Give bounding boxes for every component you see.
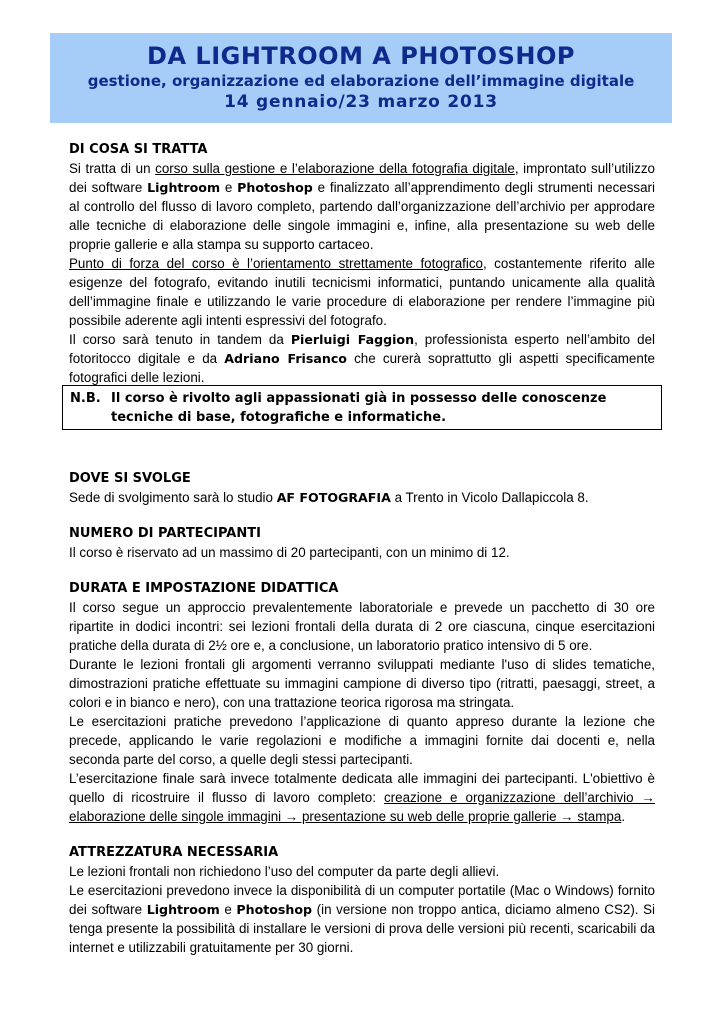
document-body: [69, 140, 655, 957]
section-title-location: DOVE SI SVOLGE: [69, 471, 191, 486]
equipment-paragraph-1: Le lezioni frontali non richiedono l’uso del computer da parte degli allievi.: [69, 864, 500, 879]
software-name: Photoshop: [236, 902, 313, 917]
section-title-participants: NUMERO DI PARTECIPANTI: [69, 526, 261, 541]
note-box: [62, 385, 662, 430]
course-dates: 14 gennaio/23 marzo 2013: [224, 92, 498, 112]
text: e: [219, 902, 237, 917]
text: , improntato sull’utilizzo dei software: [69, 161, 655, 195]
text: a Trento in Vicolo Dallapiccola 8.: [390, 490, 589, 505]
text: che curerà soprattutto gli aspetti specificamente fotografici delle lezioni.: [69, 351, 655, 385]
text: (in versione non troppo antica, diciamo almeno CS2). Si tenga presente la possibilità di installare le versioni di prova delle versioni più recenti, scaricabili da internet e utilizzabili gratuitamente per 30 giorni.: [69, 902, 656, 955]
location-text: [69, 488, 655, 507]
duration-paragraph-2: Durante le lezioni frontali gli argomenti verranno sviluppati mediante l'uso di slides tematiche, dimostrazioni pratiche effettuate su immagini campione di diverso tipo (ritratti, paesaggi, street, a colori e in bianco e nero), con una trattazione teorica rigorosa ma stringata.: [69, 657, 655, 710]
document-title: DA LIGHTROOM A PHOTOSHOP: [147, 42, 575, 70]
document-subtitle: gestione, organizzazione ed elaborazione dell’immagine digitale: [87, 72, 635, 90]
text: , costantemente riferito alle esigenze del fotografo, evitando inutili tecnicismi informatici, puntando unicamente alla qualità dell’immagine finale e utilizzando le varie procedure di elaborazione per rendere l’immagine più possibile aderente agli intenti espressivi del fotografo.: [69, 256, 655, 328]
title-banner: [50, 33, 672, 123]
software-name: Lightroom: [147, 180, 221, 195]
teacher-name: Pierluigi Faggion: [290, 332, 415, 347]
intro-paragraph-1: [69, 159, 655, 254]
note-label: N.B.: [70, 391, 101, 406]
note-text: Il corso è rivolto agli appassionati già in possesso delle conoscenze tecniche di base, fotografiche e informatiche.: [111, 391, 607, 425]
text: Si tratta di un: [69, 161, 156, 176]
section-title-equipment: ATTREZZATURA NECESSARIA: [69, 845, 279, 860]
teacher-name: Adriano Frisanco: [224, 351, 347, 366]
section-title-intro: DI COSA SI TRATTA: [69, 142, 208, 157]
text: Sede di svolgimento sarà lo studio: [69, 490, 277, 505]
text: e finalizzato all’apprendimento degli strumenti necessari al controllo del flusso di lavoro completo, partendo dall’organizzazione dell’archivio per approdare alle tecniche di elaborazione delle singole immagini e, infine, alla presentazione su web delle proprie gallerie e alla stampa su supporto cartaceo.: [69, 180, 655, 252]
intro-paragraph-3: [69, 330, 655, 387]
workflow-text: creazione e organizzazione dell’archivio → elaborazione delle singole immagini → presentazione su web delle proprie gallerie → stampa: [69, 790, 655, 824]
text: , professionista esperto nell’ambito del fotoritocco digitale e da: [69, 332, 656, 366]
underlined-text: corso sulla gestione e l’elaborazione della fotografia digitale: [155, 161, 515, 176]
duration-paragraph-1: Il corso segue un approccio prevalentemente laboratoriale e prevede un pacchetto di 30 ore ripartite in dodici incontri: sei lezioni frontali della durata di 2 ore ciascuna, cinque esercitazioni pratiche della durata di 2½ ore e, a conclusione, un laboratorio pratico intensivo di 5 ore.: [69, 600, 655, 653]
section-title-duration: DURATA E IMPOSTAZIONE DIDATTICA: [69, 581, 339, 596]
software-name: Lightroom: [146, 902, 220, 917]
text: L’esercitazione finale sarà invece totalmente dedicata alle immagini dei partecipanti. L'obiettivo è quello di ricostruire il flusso di lavoro completo:: [69, 771, 655, 805]
duration-paragraph-3: Le esercitazioni pratiche prevedono l’applicazione di quanto appreso durante la lezione che precede, applicando le varie regolazioni e modifiche a immagini fornite dai docenti e, nella seconda parte del corso, a quelle degli stessi partecipanti.: [69, 714, 655, 767]
text: Il corso sarà tenuto in tandem da: [69, 332, 291, 347]
text: .: [621, 809, 626, 824]
studio-name: AF FOTOGRAFIA: [276, 490, 391, 505]
intro-paragraph-2: [69, 254, 655, 330]
underlined-text: Punto di forza del corso è l’orientamento strettamente fotografico: [69, 256, 483, 271]
equipment-paragraph-2: [69, 881, 655, 957]
text: Le esercitazioni prevedono invece la disponibilità di un computer portatile (Mac o Windows) fornito dei software: [69, 883, 655, 917]
participants-text: Il corso è riservato ad un massimo di 20 partecipanti, con un minimo di 12.: [69, 545, 510, 560]
duration-paragraph-4: [69, 769, 655, 826]
software-name: Photoshop: [237, 180, 313, 195]
text: e: [220, 180, 238, 195]
